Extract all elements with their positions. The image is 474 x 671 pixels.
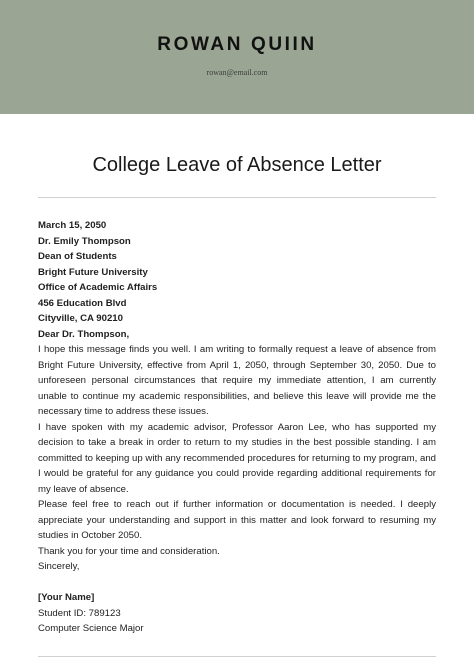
sender-email: rowan@email.com: [206, 68, 268, 77]
signature-spacer: [38, 575, 436, 591]
recipient-university: Bright Future University: [38, 266, 148, 278]
paragraph-thanks: Thank you for your time and consideration.: [38, 545, 220, 557]
recipient-street: 456 Education Blvd: [38, 297, 127, 309]
signature-major: Computer Science Major: [38, 623, 144, 634]
recipient-city: Cityville, CA 90210: [38, 313, 123, 324]
signature-name: [Your Name]: [38, 592, 95, 603]
paragraph-advisor: I have spoken with my academic advisor, Professor Aaron Lee, who has supported my decision to take a break in order to return to my studies in the best possible standing. I am committed to keeping up with any recommended procedures for returning to my program, and I would be grateful for any guidance you could provide regarding additional requirements for my leave of absence.: [38, 421, 436, 495]
document-title: College Leave of Absence Letter: [92, 154, 382, 176]
closing: Sincerely,: [38, 561, 80, 572]
recipient-name: Dr. Emily Thompson: [38, 235, 131, 247]
top-divider: [38, 197, 436, 198]
letter-date: March 15, 2050: [38, 220, 107, 231]
signature-student-id: Student ID: 789123: [38, 607, 121, 619]
letter-body: [38, 218, 436, 637]
bottom-divider: [38, 656, 436, 657]
salutation: Dear Dr. Thompson,: [38, 328, 130, 340]
recipient-office: Office of Academic Affairs: [38, 282, 158, 293]
sender-name: ROWAN QUIIN: [157, 34, 317, 55]
recipient-position: Dean of Students: [38, 251, 117, 262]
letterhead-banner: [0, 0, 474, 114]
paragraph-contact: Please feel free to reach out if further information or documentation is needed. I deeply appreciate your understanding and support in this matter and look forward to resuming my studies in October 2050.: [38, 499, 436, 541]
paragraph-request: I hope this message finds you well. I am writing to formally request a leave of absence from Bright Future University, effective from April 1, 2050, through September 30, 2050. Due to unforeseen personal circumstances that require my immediate attention, I am currently unable to continue my academic responsibilities, and believe this leave will provide me the necessary time to address these issues.: [38, 344, 436, 417]
